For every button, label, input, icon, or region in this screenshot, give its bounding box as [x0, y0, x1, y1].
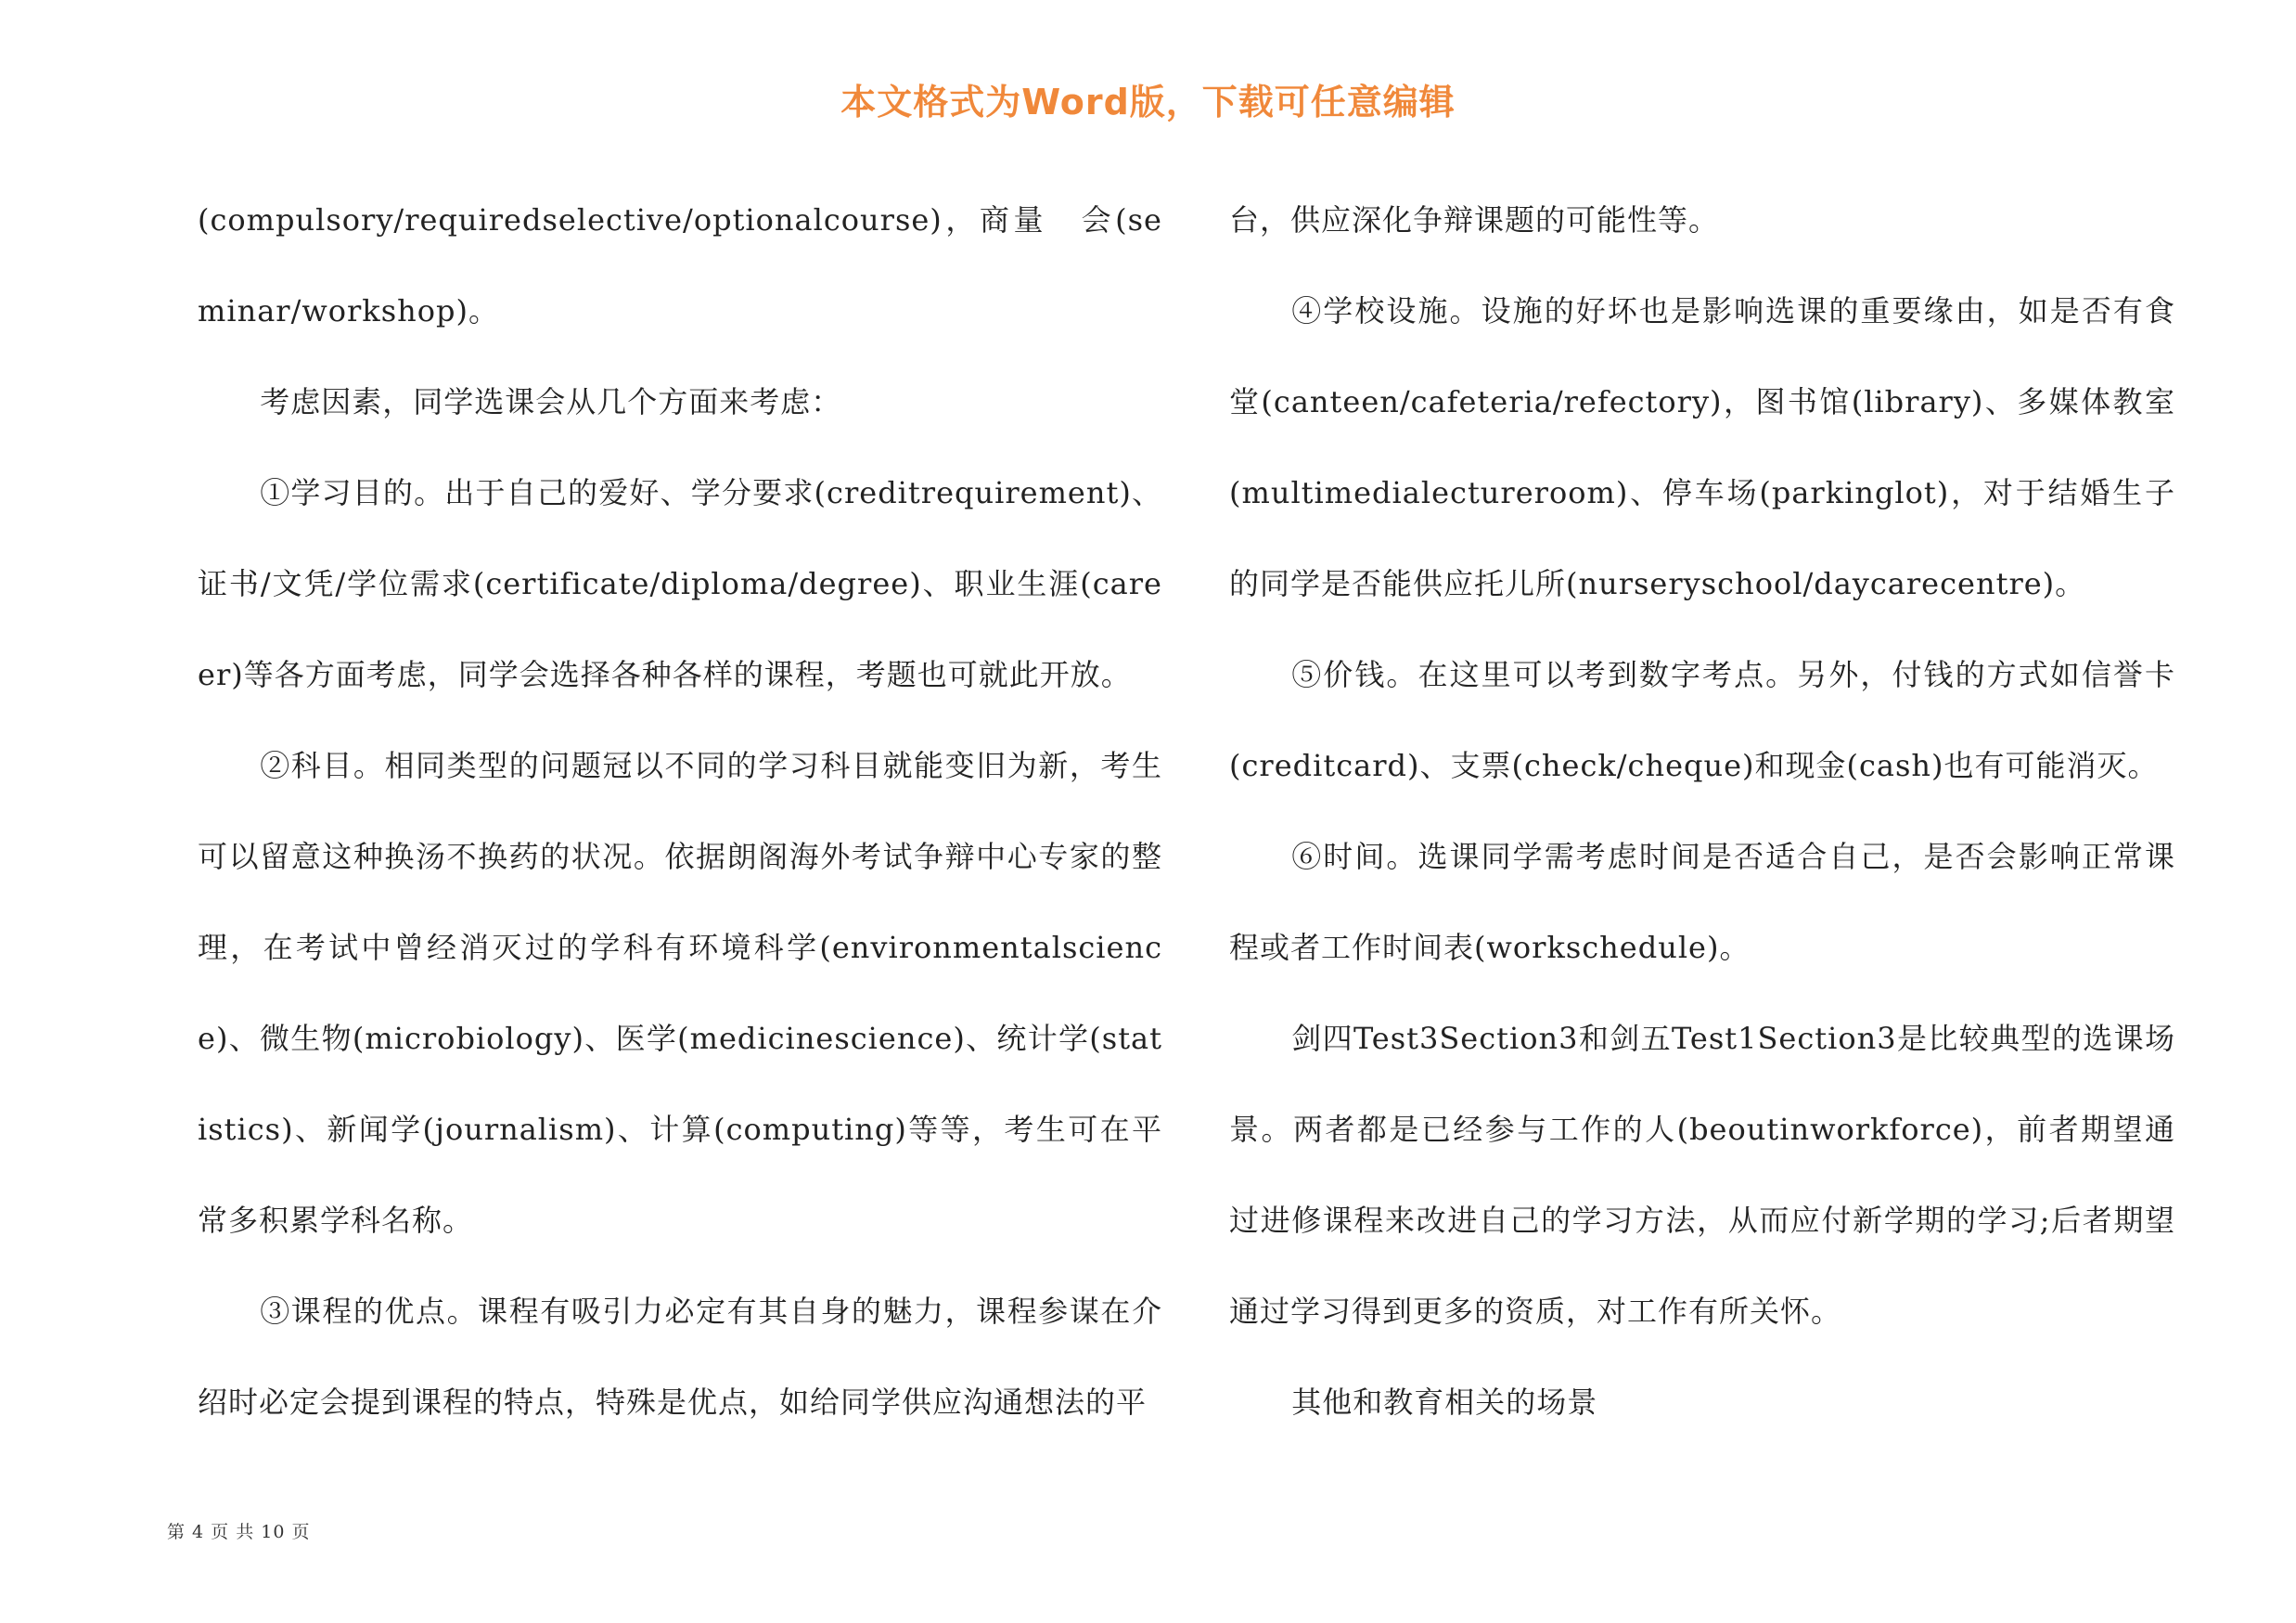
right-text-column [1229, 174, 2175, 1448]
paragraph-school-facilities: ④学校设施。设施的好坏也是影响选课的重要缘由，如是否有食堂(canteen/cafeteria/refectory)，图书馆(library)、多媒体教室(multimedialectureroom)、停车场(parkinglot)，对于结婚生子的同学是否能供应托儿所(nurseryschool/daycarecentre)。 [1229, 293, 2175, 601]
paragraph-considerations-intro: 考虑因素，同学选课会从几个方面来考虑： [260, 384, 842, 419]
paragraph-course-types-continued: (compulsory/requiredselective/optionalcourse)，商量 会(seminar/workshop)。 [198, 202, 1162, 328]
paragraph-cambridge-examples: 剑四Test3Section3和剑五Test1Section3是比较典型的选课场景。两者都是已经参与工作的人(beoutinworkforce)，前者期望通过进修课程来改进自己的学习方法，从而应付新学期的学习;后者期望通过学习得到更多的资质，对工作有所关怀。 [1229, 1021, 2175, 1329]
left-text-column [198, 174, 1162, 1448]
page-number-footer: 第 4 页 共 10 页 [167, 1522, 311, 1542]
paragraph-study-purpose: ①学习目的。出于自己的爱好、学分要求(creditrequirement)、证书/文凭/学位需求(certificate/diploma/degree)、职业生涯(career)等各方面考虑，同学会选择各种各样的课程，考题也可就此开放。 [198, 475, 1162, 692]
paragraph-price: ⑤价钱。在这里可以考到数字考点。另外，付钱的方式如信誉卡(creditcard)、支票(check/cheque)和现金(cash)也有可能消灭。 [1229, 657, 2175, 783]
paragraph-course-advantages: ③课程的优点。课程有吸引力必定有其自身的魅力，课程参谋在介绍时必定会提到课程的特点，特殊是优点，如给同学供应沟通想法的平 [198, 1294, 1162, 1420]
paragraph-other-education-scenes: 其他和教育相关的场景 [1291, 1385, 1598, 1420]
paragraph-time: ⑥时间。选课同学需考虑时间是否适合自己，是否会影响正常课程或者工作时间表(workschedule)。 [1229, 839, 2175, 965]
format-notice-banner: 本文格式为Word版，下载可任意编辑 [840, 82, 1456, 122]
paragraph-subjects: ②科目。相同类型的问题冠以不同的学习科目就能变旧为新，考生可以留意这种换汤不换药的状况。依据朗阁海外考试争辩中心专家的整理，在考试中曾经消灭过的学科有环境科学(environmentalscience)、微生物(microbiology)、医学(medicinescience)、统计学(statistics)、新闻学(journalism)、计算(computing)等等，考生可在平常多积累学科名称。 [198, 748, 1162, 1238]
paragraph-advantages-continued: 台，供应深化争辩课题的可能性等。 [1229, 202, 1720, 238]
